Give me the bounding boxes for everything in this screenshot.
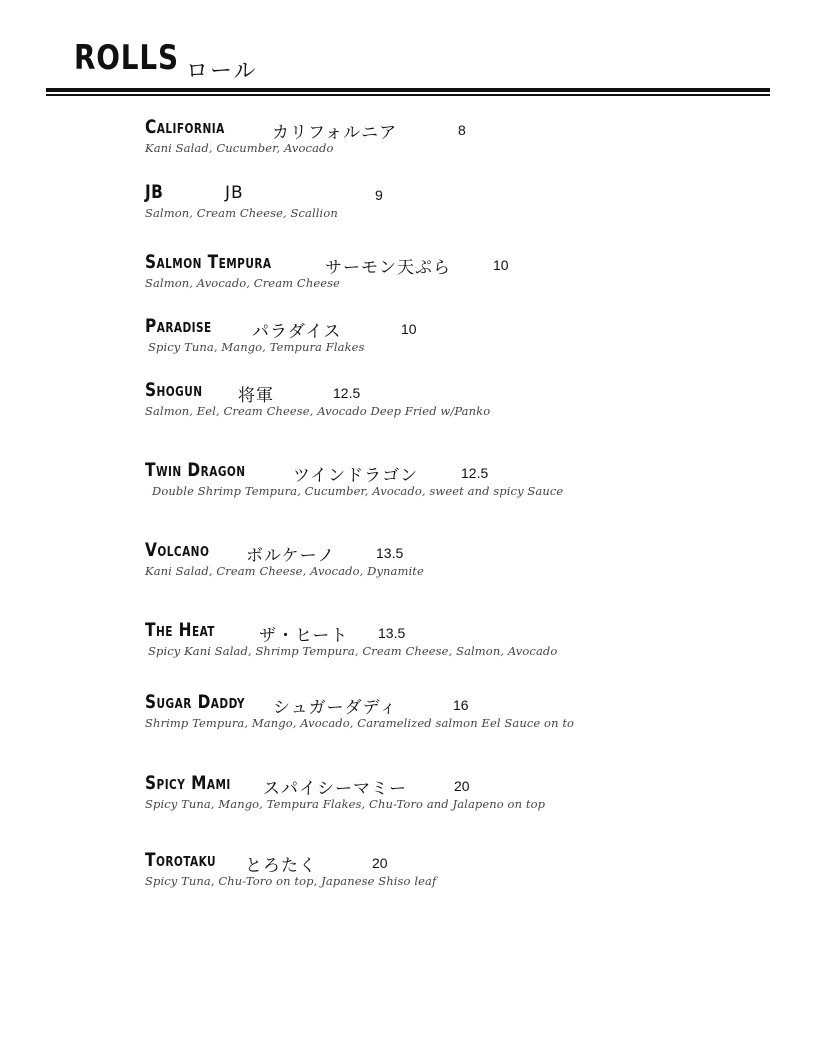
- item-description: Spicy Kani Salad, Shrimp Tempura, Cream Cheese, Salmon, Avocado: [148, 644, 558, 658]
- section-header: [74, 38, 258, 84]
- menu-item-jb: [145, 181, 765, 225]
- item-price: 8: [458, 122, 466, 138]
- menu-item-twin-dragon: [145, 459, 765, 503]
- item-price: 20: [372, 855, 388, 871]
- item-price: 13.5: [378, 625, 406, 641]
- item-name: JB: [145, 181, 164, 203]
- item-description: Spicy Tuna, Chu-Toro on top, Japanese Shiso leaf: [145, 874, 437, 888]
- item-price: 10: [493, 257, 509, 273]
- item-name-japanese: ボルケーノ: [246, 546, 336, 566]
- item-name-japanese: 将軍: [238, 386, 274, 406]
- item-name: Shogun: [145, 379, 203, 401]
- item-description: Kani Salad, Cucumber, Avocado: [145, 141, 334, 155]
- item-price: 16: [453, 697, 469, 713]
- item-name-japanese: JB: [225, 183, 244, 203]
- item-name-japanese: カリフォルニア: [272, 123, 398, 143]
- menu-item-volcano: [145, 539, 765, 583]
- item-price: 12.5: [333, 385, 361, 401]
- item-description: Spicy Tuna, Mango, Tempura Flakes, Chu-Toro and Jalapeno on top: [145, 797, 546, 811]
- item-name: Twin Dragon: [145, 459, 246, 481]
- header-rule-thick: [46, 88, 770, 92]
- item-name: Paradise: [145, 315, 212, 337]
- item-description: Salmon, Avocado, Cream Cheese: [145, 276, 341, 290]
- item-name: Spicy Mami: [145, 772, 231, 794]
- item-name: Volcano: [145, 539, 210, 561]
- section-title-japanese: ロール: [186, 59, 258, 84]
- header-rule-thin: [46, 94, 770, 96]
- menu-item-torotaku: [145, 849, 765, 893]
- item-name-japanese: パラダイス: [252, 322, 342, 342]
- item-price: 10: [401, 321, 417, 337]
- item-name: California: [145, 116, 225, 138]
- item-name-japanese: とろたく: [245, 856, 317, 876]
- item-name-japanese: スパイシーマミー: [263, 779, 407, 799]
- menu-item-paradise: [145, 315, 765, 359]
- item-description: Kani Salad, Cream Cheese, Avocado, Dynamite: [145, 564, 424, 578]
- item-description: Double Shrimp Tempura, Cucumber, Avocado, sweet and spicy Sauce: [152, 484, 564, 498]
- item-price: 9: [375, 187, 383, 203]
- item-price: 12.5: [461, 465, 489, 481]
- menu-item-shogun: [145, 379, 765, 423]
- item-name-japanese: ザ・ヒート: [259, 626, 349, 646]
- item-name: Salmon Tempura: [145, 251, 272, 273]
- menu-item-california: [145, 116, 765, 160]
- section-title: ROLLS: [74, 38, 179, 78]
- menu-item-the-heat: [145, 619, 765, 663]
- item-price: 20: [454, 778, 470, 794]
- item-description: Salmon, Cream Cheese, Scallion: [145, 206, 338, 220]
- item-name-japanese: シュガーダディ: [273, 698, 398, 718]
- item-price: 13.5: [376, 545, 404, 561]
- item-description: Shrimp Tempura, Mango, Avocado, Caramelized salmon Eel Sauce on to: [145, 716, 575, 730]
- menu-item-sugar-daddy: [145, 691, 765, 735]
- item-name: Sugar Daddy: [145, 691, 245, 713]
- item-description: Salmon, Eel, Cream Cheese, Avocado Deep Fried w/Panko: [145, 404, 491, 418]
- menu-item-spicy-mami: [145, 772, 765, 816]
- menu-item-salmon-tempura: [145, 251, 765, 295]
- item-name: Torotaku: [145, 849, 217, 871]
- item-name: The Heat: [145, 619, 215, 641]
- item-name-japanese: ツインドラゴン: [293, 466, 419, 486]
- item-description: Spicy Tuna, Mango, Tempura Flakes: [148, 340, 365, 354]
- item-name-japanese: サーモン天ぷら: [325, 258, 451, 278]
